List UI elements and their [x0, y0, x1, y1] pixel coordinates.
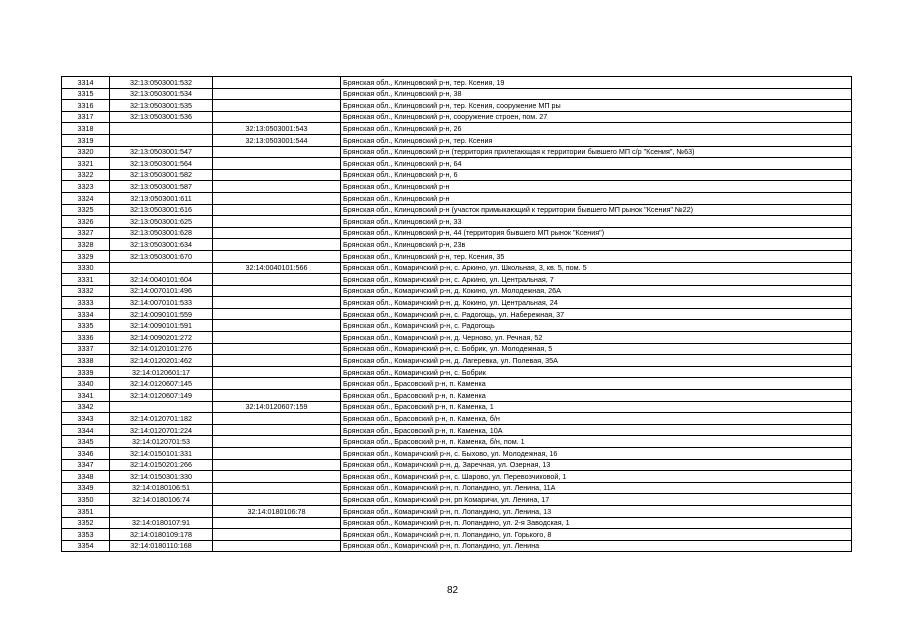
cadastral-number-cell: 32:14:0070101:533 — [110, 297, 213, 309]
table-row — [62, 390, 852, 402]
address-cell: Брянская обл., Комаричский р-н, рп Комаричи, ул. Ленина, 17 — [341, 494, 852, 506]
address-cell: Брянская обл., Брасовский р-н, п. Каменка — [341, 378, 852, 390]
table-row — [62, 459, 852, 471]
cadastral-number-cell: 32:13:0503001:616 — [110, 204, 213, 216]
address-cell: Брянская обл., Клинцовский р-н, 26 — [341, 123, 852, 135]
cadastral-number-cell: 32:13:0503001:534 — [110, 88, 213, 100]
cadastral-number-alt-cell — [213, 297, 341, 309]
table-row — [62, 505, 852, 517]
cadastral-number-alt-cell — [213, 320, 341, 332]
cadastral-number-alt-cell — [213, 227, 341, 239]
address-cell: Брянская обл., Комаричский р-н, д. Кокино, ул. Молодежная, 26А — [341, 285, 852, 297]
table-row — [62, 204, 852, 216]
cadastral-number-alt-cell — [213, 332, 341, 344]
address-cell: Брянская обл., Комаричский р-н, п. Лопандино, ул. 2-я Заводская, 1 — [341, 517, 852, 529]
row-number-cell: 3351 — [62, 505, 110, 517]
address-cell: Брянская обл., Клинцовский р-н — [341, 181, 852, 193]
cadastral-number-cell: 32:13:0503001:535 — [110, 100, 213, 112]
cadastral-number-cell: 32:13:0503001:670 — [110, 250, 213, 262]
cadastral-number-alt-cell — [213, 517, 341, 529]
table-row — [62, 471, 852, 483]
cadastral-number-alt-cell — [213, 192, 341, 204]
cadastral-number-alt-cell — [213, 413, 341, 425]
cadastral-number-cell: 32:13:0503001:536 — [110, 111, 213, 123]
row-number-cell: 3315 — [62, 88, 110, 100]
row-number-cell: 3335 — [62, 320, 110, 332]
row-number-cell: 3341 — [62, 390, 110, 402]
table-row — [62, 192, 852, 204]
cadastral-number-alt-cell — [213, 471, 341, 483]
cadastral-number-alt-cell — [213, 378, 341, 390]
cadastral-number-cell: 32:14:0150101:331 — [110, 448, 213, 460]
cadastral-number-cell: 32:14:0040101:604 — [110, 274, 213, 286]
cadastral-number-cell: 32:14:0090101:559 — [110, 308, 213, 320]
cadastral-number-cell: 32:14:0120701:224 — [110, 424, 213, 436]
table-row — [62, 308, 852, 320]
row-number-cell: 3329 — [62, 250, 110, 262]
address-cell: Брянская обл., Клинцовский р-н, сооружение строен, пом. 27 — [341, 111, 852, 123]
address-cell: Брянская обл., Комаричский р-н, с. Аркино, ул. Школьная, 3, кв. 5, пом. 5 — [341, 262, 852, 274]
cadastral-number-alt-cell — [213, 343, 341, 355]
table-row — [62, 401, 852, 413]
table-row — [62, 274, 852, 286]
address-cell: Брянская обл., Клинцовский р-н — [341, 192, 852, 204]
row-number-cell: 3328 — [62, 239, 110, 251]
cadastral-number-cell: 32:14:0180106:51 — [110, 482, 213, 494]
row-number-cell: 3322 — [62, 169, 110, 181]
address-cell: Брянская обл., Брасовский р-н, п. Каменка, б/н, пом. 1 — [341, 436, 852, 448]
table-row — [62, 378, 852, 390]
cadastral-number-cell: 32:14:0070101:496 — [110, 285, 213, 297]
table-row — [62, 88, 852, 100]
cadastral-number-alt-cell — [213, 494, 341, 506]
cadastral-number-cell: 32:13:0503001:587 — [110, 181, 213, 193]
cadastral-number-cell: 32:13:0503001:582 — [110, 169, 213, 181]
row-number-cell: 3345 — [62, 436, 110, 448]
table-row — [62, 239, 852, 251]
cadastral-number-cell — [110, 262, 213, 274]
cadastral-number-alt-cell — [213, 250, 341, 262]
row-number-cell: 3342 — [62, 401, 110, 413]
table-row — [62, 517, 852, 529]
cadastral-number-alt-cell: 32:13:0503001:544 — [213, 134, 341, 146]
cadastral-number-cell: 32:14:0180110:168 — [110, 540, 213, 552]
address-cell: Брянская обл., Комаричский р-н, с. Радогощь — [341, 320, 852, 332]
table-row — [62, 158, 852, 170]
row-number-cell: 3352 — [62, 517, 110, 529]
cadastral-number-alt-cell: 32:14:0040101:566 — [213, 262, 341, 274]
table-row — [62, 123, 852, 135]
cadastral-number-cell — [110, 134, 213, 146]
row-number-cell: 3337 — [62, 343, 110, 355]
row-number-cell: 3325 — [62, 204, 110, 216]
cadastral-number-cell: 32:13:0503001:625 — [110, 216, 213, 228]
table-row — [62, 285, 852, 297]
row-number-cell: 3324 — [62, 192, 110, 204]
row-number-cell: 3327 — [62, 227, 110, 239]
cadastral-number-alt-cell — [213, 459, 341, 471]
row-number-cell: 3331 — [62, 274, 110, 286]
cadastral-number-alt-cell — [213, 285, 341, 297]
cadastral-number-cell: 32:14:0120701:53 — [110, 436, 213, 448]
address-cell: Брянская обл., Комаричский р-н, с. Аркино, ул. Центральная, 7 — [341, 274, 852, 286]
cadastral-number-alt-cell: 32:14:0180106:78 — [213, 505, 341, 517]
table-row — [62, 424, 852, 436]
row-number-cell: 3333 — [62, 297, 110, 309]
address-cell: Брянская обл., Клинцовский р-н, тер. Ксения, 19 — [341, 77, 852, 89]
cadastral-number-cell: 32:13:0503001:634 — [110, 239, 213, 251]
cadastral-number-cell: 32:13:0503001:532 — [110, 77, 213, 89]
row-number-cell: 3347 — [62, 459, 110, 471]
row-number-cell: 3318 — [62, 123, 110, 135]
cadastral-number-cell: 32:13:0503001:611 — [110, 192, 213, 204]
cadastral-number-cell: 32:14:0090201:272 — [110, 332, 213, 344]
row-number-cell: 3343 — [62, 413, 110, 425]
row-number-cell: 3323 — [62, 181, 110, 193]
row-number-cell: 3334 — [62, 308, 110, 320]
cadastral-number-alt-cell — [213, 204, 341, 216]
cadastral-number-cell: 32:14:0120607:149 — [110, 390, 213, 402]
table-row — [62, 494, 852, 506]
table-row — [62, 448, 852, 460]
row-number-cell: 3326 — [62, 216, 110, 228]
row-number-cell: 3346 — [62, 448, 110, 460]
address-cell: Брянская обл., Брасовский р-н, п. Каменка, 10А — [341, 424, 852, 436]
cadastral-number-alt-cell — [213, 239, 341, 251]
address-cell: Брянская обл., Клинцовский р-н, 33 — [341, 216, 852, 228]
cadastral-number-alt-cell — [213, 181, 341, 193]
row-number-cell: 3354 — [62, 540, 110, 552]
cadastral-number-alt-cell — [213, 274, 341, 286]
cadastral-number-alt-cell — [213, 111, 341, 123]
cadastral-number-cell: 32:13:0503001:628 — [110, 227, 213, 239]
table-row — [62, 262, 852, 274]
table-row — [62, 413, 852, 425]
table-row — [62, 100, 852, 112]
address-cell: Брянская обл., Комаричский р-н, с. Бобрик, ул. Молодежная, 5 — [341, 343, 852, 355]
row-number-cell: 3319 — [62, 134, 110, 146]
address-cell: Брянская обл., Клинцовский р-н, 64 — [341, 158, 852, 170]
table-row — [62, 343, 852, 355]
row-number-cell: 3336 — [62, 332, 110, 344]
table-row — [62, 320, 852, 332]
table-row — [62, 355, 852, 367]
cadastral-number-alt-cell — [213, 540, 341, 552]
row-number-cell: 3340 — [62, 378, 110, 390]
row-number-cell: 3338 — [62, 355, 110, 367]
cadastral-table — [61, 76, 852, 552]
cadastral-number-alt-cell — [213, 436, 341, 448]
cadastral-number-cell: 32:14:0150201:266 — [110, 459, 213, 471]
address-cell: Брянская обл., Комаричский р-н, д. Заречная, ул. Озерная, 13 — [341, 459, 852, 471]
cadastral-number-cell: 32:14:0120607:145 — [110, 378, 213, 390]
table-row — [62, 540, 852, 552]
row-number-cell: 3332 — [62, 285, 110, 297]
table-row — [62, 332, 852, 344]
table-row — [62, 111, 852, 123]
address-cell: Брянская обл., Клинцовский р-н, тер. Ксения, 35 — [341, 250, 852, 262]
row-number-cell: 3316 — [62, 100, 110, 112]
address-cell: Брянская обл., Комаричский р-н, с. Быхово, ул. Молодежная, 16 — [341, 448, 852, 460]
cadastral-number-alt-cell — [213, 88, 341, 100]
cadastral-number-cell: 32:14:0150301:330 — [110, 471, 213, 483]
table-row — [62, 169, 852, 181]
cadastral-number-alt-cell — [213, 308, 341, 320]
address-cell: Брянская обл., Комаричский р-н, п. Лопандино, ул. Ленина, 11А — [341, 482, 852, 494]
address-cell: Брянская обл., Комаричский р-н, с. Радогощь, ул. Набережная, 37 — [341, 308, 852, 320]
cadastral-number-alt-cell — [213, 529, 341, 541]
table-row — [62, 216, 852, 228]
cadastral-number-cell — [110, 505, 213, 517]
address-cell: Брянская обл., Комаричский р-н, с. Бобрик — [341, 366, 852, 378]
cadastral-number-alt-cell — [213, 158, 341, 170]
address-cell: Брянская обл., Клинцовский р-н, 23в — [341, 239, 852, 251]
cadastral-number-cell: 32:14:0090101:591 — [110, 320, 213, 332]
row-number-cell: 3350 — [62, 494, 110, 506]
table-row — [62, 181, 852, 193]
row-number-cell: 3320 — [62, 146, 110, 158]
cadastral-number-cell: 32:14:0120701:182 — [110, 413, 213, 425]
address-cell: Брянская обл., Клинцовский р-н, 38 — [341, 88, 852, 100]
cadastral-number-cell: 32:14:0120601:17 — [110, 366, 213, 378]
cadastral-number-alt-cell — [213, 100, 341, 112]
table-row — [62, 77, 852, 89]
address-cell: Брянская обл., Клинцовский р-н, тер. Ксения — [341, 134, 852, 146]
cadastral-number-cell: 32:13:0503001:547 — [110, 146, 213, 158]
row-number-cell: 3314 — [62, 77, 110, 89]
address-cell: Брянская обл., Комаричский р-н, д. Черново, ул. Речная, 52 — [341, 332, 852, 344]
cadastral-number-alt-cell — [213, 448, 341, 460]
address-cell: Брянская обл., Комаричский р-н, п. Лопандино, ул. Горького, 8 — [341, 529, 852, 541]
row-number-cell: 3344 — [62, 424, 110, 436]
table-row — [62, 146, 852, 158]
table-row — [62, 250, 852, 262]
address-cell: Брянская обл., Комаричский р-н, п. Лопандино, ул. Ленина, 13 — [341, 505, 852, 517]
cadastral-number-alt-cell: 32:13:0503001:543 — [213, 123, 341, 135]
address-cell: Брянская обл., Брасовский р-н, п. Каменка — [341, 390, 852, 402]
row-number-cell: 3321 — [62, 158, 110, 170]
cadastral-number-cell: 32:13:0503001:564 — [110, 158, 213, 170]
cadastral-number-alt-cell — [213, 366, 341, 378]
address-cell: Брянская обл., Клинцовский р-н (участок примыкающий к территории бывшего МП рынок "Ксения" №22) — [341, 204, 852, 216]
cadastral-number-alt-cell — [213, 77, 341, 89]
cadastral-number-cell: 32:14:0180106:74 — [110, 494, 213, 506]
table-row — [62, 366, 852, 378]
row-number-cell: 3339 — [62, 366, 110, 378]
cadastral-number-alt-cell — [213, 390, 341, 402]
cadastral-number-alt-cell — [213, 146, 341, 158]
address-cell: Брянская обл., Клинцовский р-н, 44 (территория бывшего МП рынок "Ксения") — [341, 227, 852, 239]
table-row — [62, 227, 852, 239]
cadastral-number-alt-cell — [213, 482, 341, 494]
row-number-cell: 3348 — [62, 471, 110, 483]
cadastral-table-body — [62, 77, 852, 552]
address-cell: Брянская обл., Клинцовский р-н, 6 — [341, 169, 852, 181]
cadastral-number-cell — [110, 401, 213, 413]
table-row — [62, 134, 852, 146]
table-row — [62, 482, 852, 494]
cadastral-number-alt-cell — [213, 424, 341, 436]
address-cell: Брянская обл., Комаричский р-н, с. Шарово, ул. Перевозчиковой, 1 — [341, 471, 852, 483]
table-row — [62, 297, 852, 309]
cadastral-number-cell: 32:14:0180107:91 — [110, 517, 213, 529]
row-number-cell: 3349 — [62, 482, 110, 494]
address-cell: Брянская обл., Клинцовский р-н (территория прилегающая к территории бывшего МП с/р "Ксения", №63) — [341, 146, 852, 158]
cadastral-number-cell — [110, 123, 213, 135]
address-cell: Брянская обл., Комаричский р-н, д. Кокино, ул. Центральная, 24 — [341, 297, 852, 309]
cadastral-number-alt-cell — [213, 216, 341, 228]
cadastral-number-alt-cell — [213, 355, 341, 367]
table-row — [62, 529, 852, 541]
cadastral-number-alt-cell — [213, 169, 341, 181]
address-cell: Брянская обл., Клинцовский р-н, тер. Ксения, сооружение МП ры — [341, 100, 852, 112]
cadastral-number-alt-cell: 32:14:0120607:159 — [213, 401, 341, 413]
cadastral-number-cell: 32:14:0120201:462 — [110, 355, 213, 367]
address-cell: Брянская обл., Комаричский р-н, д. Лагеревка, ул. Полевая, 35А — [341, 355, 852, 367]
address-cell: Брянская обл., Брасовский р-н, п. Каменка, б/н — [341, 413, 852, 425]
row-number-cell: 3317 — [62, 111, 110, 123]
cadastral-number-cell: 32:14:0120101:276 — [110, 343, 213, 355]
page-number: 82 — [446, 585, 459, 596]
cadastral-number-cell: 32:14:0180109:178 — [110, 529, 213, 541]
table-row — [62, 436, 852, 448]
row-number-cell: 3353 — [62, 529, 110, 541]
address-cell: Брянская обл., Комаричский р-н, п. Лопандино, ул. Ленина — [341, 540, 852, 552]
row-number-cell: 3330 — [62, 262, 110, 274]
address-cell: Брянская обл., Брасовский р-н, п. Каменка, 1 — [341, 401, 852, 413]
